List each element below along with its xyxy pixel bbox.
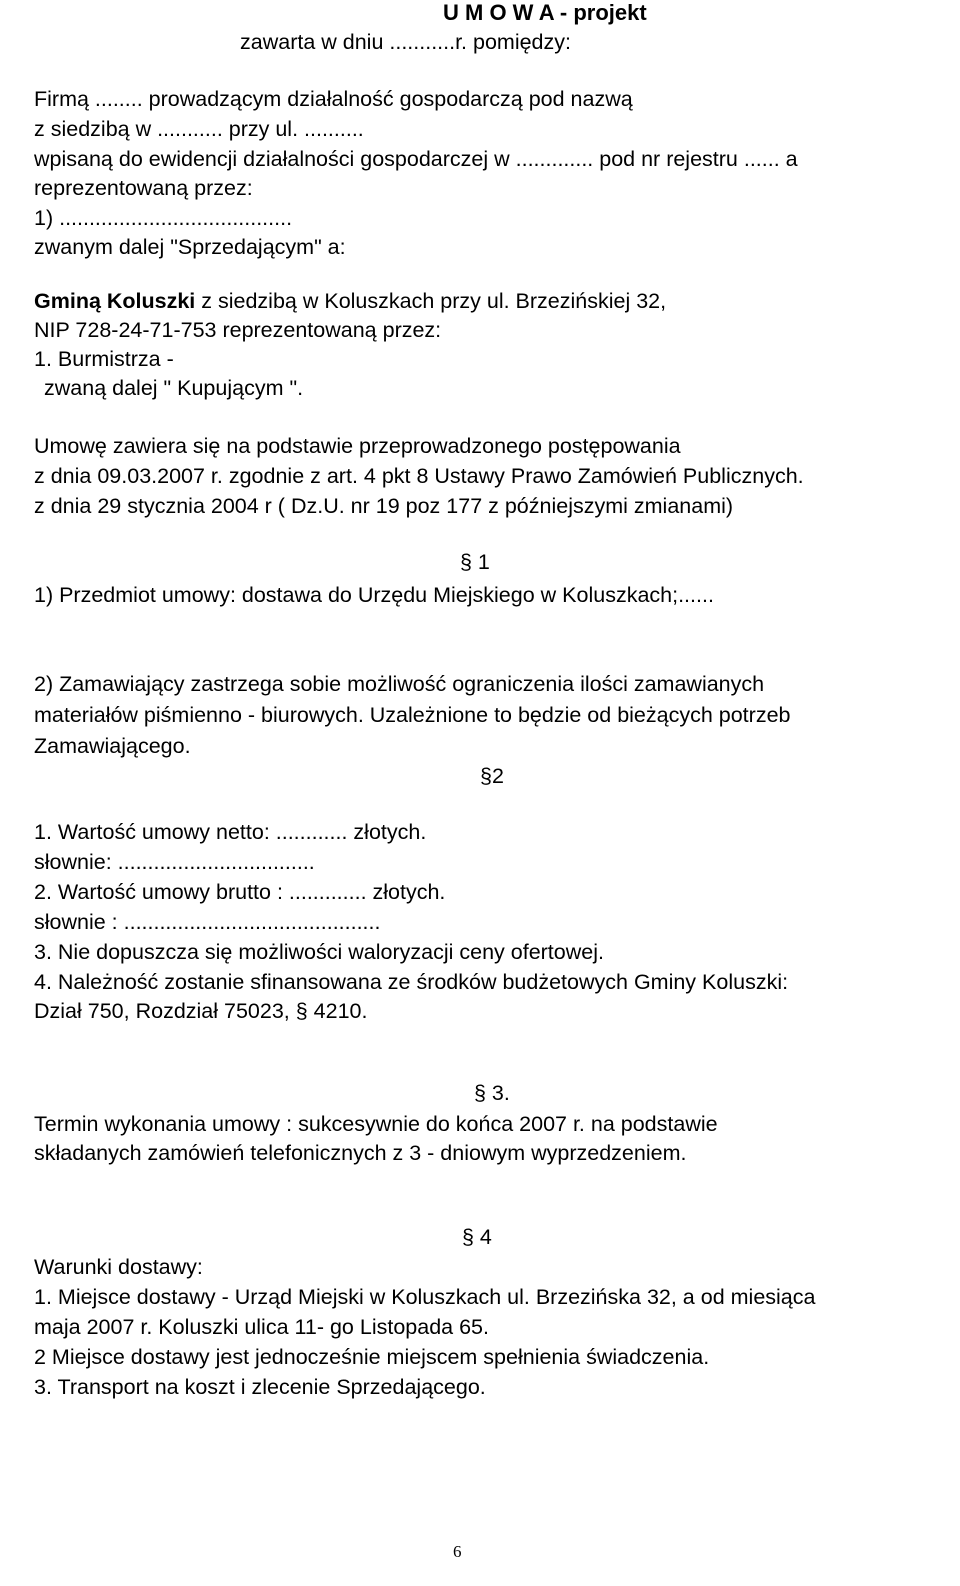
- section-2-line-5: 3. Nie dopuszcza się możliwości waloryzacji ceny ofertowej.: [34, 940, 604, 964]
- section-4-heading: § 4: [462, 1225, 492, 1249]
- document-title: U M O W A - projekt: [443, 0, 647, 25]
- document-subtitle: zawarta w dniu ...........r. pomiędzy:: [240, 30, 571, 54]
- basis-line-1: Umowę zawiera się na podstawie przeprowadzonego postępowania: [34, 434, 681, 458]
- buyer-line-2: NIP 728-24-71-753 reprezentowaną przez:: [34, 318, 442, 342]
- section-2-line-7: Dział 750, Rozdział 75023, § 4210.: [34, 999, 368, 1023]
- section-4-line-1: Warunki dostawy:: [34, 1255, 203, 1279]
- seller-line-2: z siedzibą w ........... przy ul. ..........: [34, 117, 364, 141]
- section-1-item-2-line-3: Zamawiającego.: [34, 734, 191, 758]
- section-4-line-5: 3. Transport na koszt i zlecenie Sprzedającego.: [34, 1375, 486, 1399]
- buyer-line-1: [34, 288, 666, 314]
- seller-line-4: reprezentowaną przez:: [34, 176, 253, 200]
- section-1-item-1: 1) Przedmiot umowy: dostawa do Urzędu Miejskiego w Koluszkach;......: [34, 583, 714, 607]
- section-2-line-6: 4. Należność zostanie sfinansowana ze środków budżetowych Gminy Koluszki:: [34, 970, 789, 994]
- section-2-line-1: 1. Wartość umowy netto: ............ złotych.: [34, 820, 427, 844]
- seller-line-5: 1) .......................................: [34, 206, 293, 230]
- seller-line-3: wpisaną do ewidencji działalności gospodarczej w ............. pod nr rejestru ...... a: [34, 147, 798, 171]
- section-3-heading: § 3.: [474, 1081, 510, 1105]
- section-3-line-1: Termin wykonania umowy : sukcesywnie do końca 2007 r. na podstawie: [34, 1112, 718, 1136]
- buyer-line-4: zwaną dalej " Kupującym ".: [44, 376, 304, 400]
- section-4-line-2: 1. Miejsce dostawy - Urząd Miejski w Koluszkach ul. Brzezińska 32, a od miesiąca: [34, 1285, 816, 1309]
- buyer-line-3: 1. Burmistrza -: [34, 347, 174, 371]
- page-number: 6: [453, 1542, 462, 1561]
- section-4-line-3: maja 2007 r. Koluszki ulica 11- go Listopada 65.: [34, 1315, 489, 1339]
- seller-line-1: Firmą ........ prowadzącym działalność gospodarczą pod nazwą: [34, 87, 633, 111]
- section-1-item-2-line-1: 2) Zamawiający zastrzega sobie możliwość ograniczenia ilości zamawianych: [34, 672, 765, 696]
- section-2-line-3: 2. Wartość umowy brutto : ............. złotych.: [34, 880, 446, 904]
- section-4-line-4: 2 Miejsce dostawy jest jednocześnie miejscem spełnienia świadczenia.: [34, 1345, 710, 1369]
- basis-line-2: z dnia 09.03.2007 r. zgodnie z art. 4 pkt 8 Ustawy Prawo Zamówień Publicznych.: [34, 464, 804, 488]
- buyer-line-1-rest: z siedzibą w Koluszkach przy ul. Brzezińskiej 32,: [195, 289, 667, 313]
- section-2-heading: §2: [480, 764, 504, 788]
- section-2-line-4: słownie : ...........................................: [34, 910, 381, 934]
- section-1-item-2-line-2: materiałów piśmienno - biurowych. Uzależnione to będzie od bieżących potrzeb: [34, 703, 791, 727]
- section-1-heading: § 1: [460, 550, 490, 574]
- buyer-name: Gminą Koluszki: [34, 289, 196, 313]
- basis-line-3: z dnia 29 stycznia 2004 r ( Dz.U. nr 19 poz 177 z późniejszymi zmianami): [34, 494, 734, 518]
- seller-line-6: zwanym dalej "Sprzedającym" a:: [34, 235, 346, 259]
- section-2-line-2: słownie: .................................: [34, 850, 315, 874]
- section-3-line-2: składanych zamówień telefonicznych z 3 - dniowym wyprzedzeniem.: [34, 1141, 687, 1165]
